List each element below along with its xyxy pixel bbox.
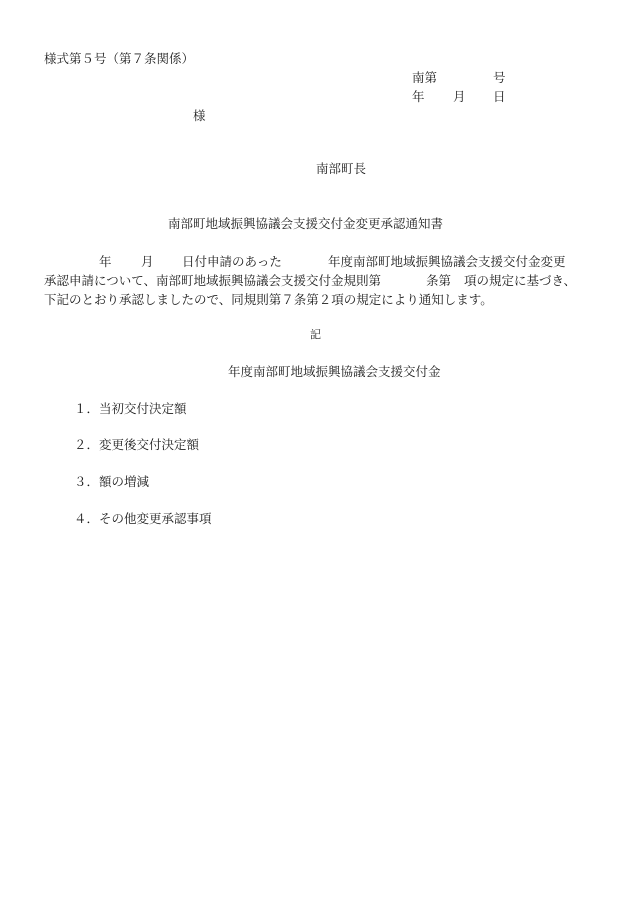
date-month-label: 月 <box>453 89 466 104</box>
sender-name: 南部町長 <box>316 161 367 176</box>
grant-subject: 年度南部町地域振興協議会支援交付金 <box>228 364 441 379</box>
body-rule-provision-text: 項の規定に基づき、 <box>464 273 577 288</box>
body-paragraph <box>44 252 592 309</box>
list-item-changed-amount: ２．変更後交付決定額 <box>74 437 200 452</box>
body-line-3: 下記のとおり承認しましたので、同規則第７条第２項の規定により通知します。 <box>44 292 493 307</box>
body-year-label: 年 <box>99 254 112 269</box>
body-application-text: 日付申請のあった <box>182 254 282 269</box>
list-item-initial-amount: １．当初交付決定額 <box>74 401 187 416</box>
body-line-2 <box>44 271 592 290</box>
body-month-label: 月 <box>141 254 154 269</box>
doc-number-suffix: 号 <box>493 70 506 85</box>
addressee-honorific: 様 <box>193 108 206 123</box>
doc-number-prefix: 南第 <box>412 70 438 85</box>
date-day-label: 日 <box>493 89 506 104</box>
date-year-label: 年 <box>412 89 425 104</box>
form-number: 様式第５号（第７条関係） <box>44 51 195 66</box>
document-title: 南部町地域振興協議会支援交付金変更承認通知書 <box>168 216 444 231</box>
body-line-1 <box>44 252 592 271</box>
body-fiscal-year-text: 年度南部町地域振興協議会支援交付金変更 <box>328 254 566 269</box>
body-rule-article-text: 承認申請について、南部町地域振興協議会支援交付金規則第 <box>44 273 382 288</box>
list-item-amount-difference: ３．額の増減 <box>74 474 150 489</box>
body-rule-clause-text: 条第 <box>426 273 452 288</box>
list-item-other-matters: ４．その他変更承認事項 <box>74 511 212 526</box>
ki-label: 記 <box>310 328 321 341</box>
